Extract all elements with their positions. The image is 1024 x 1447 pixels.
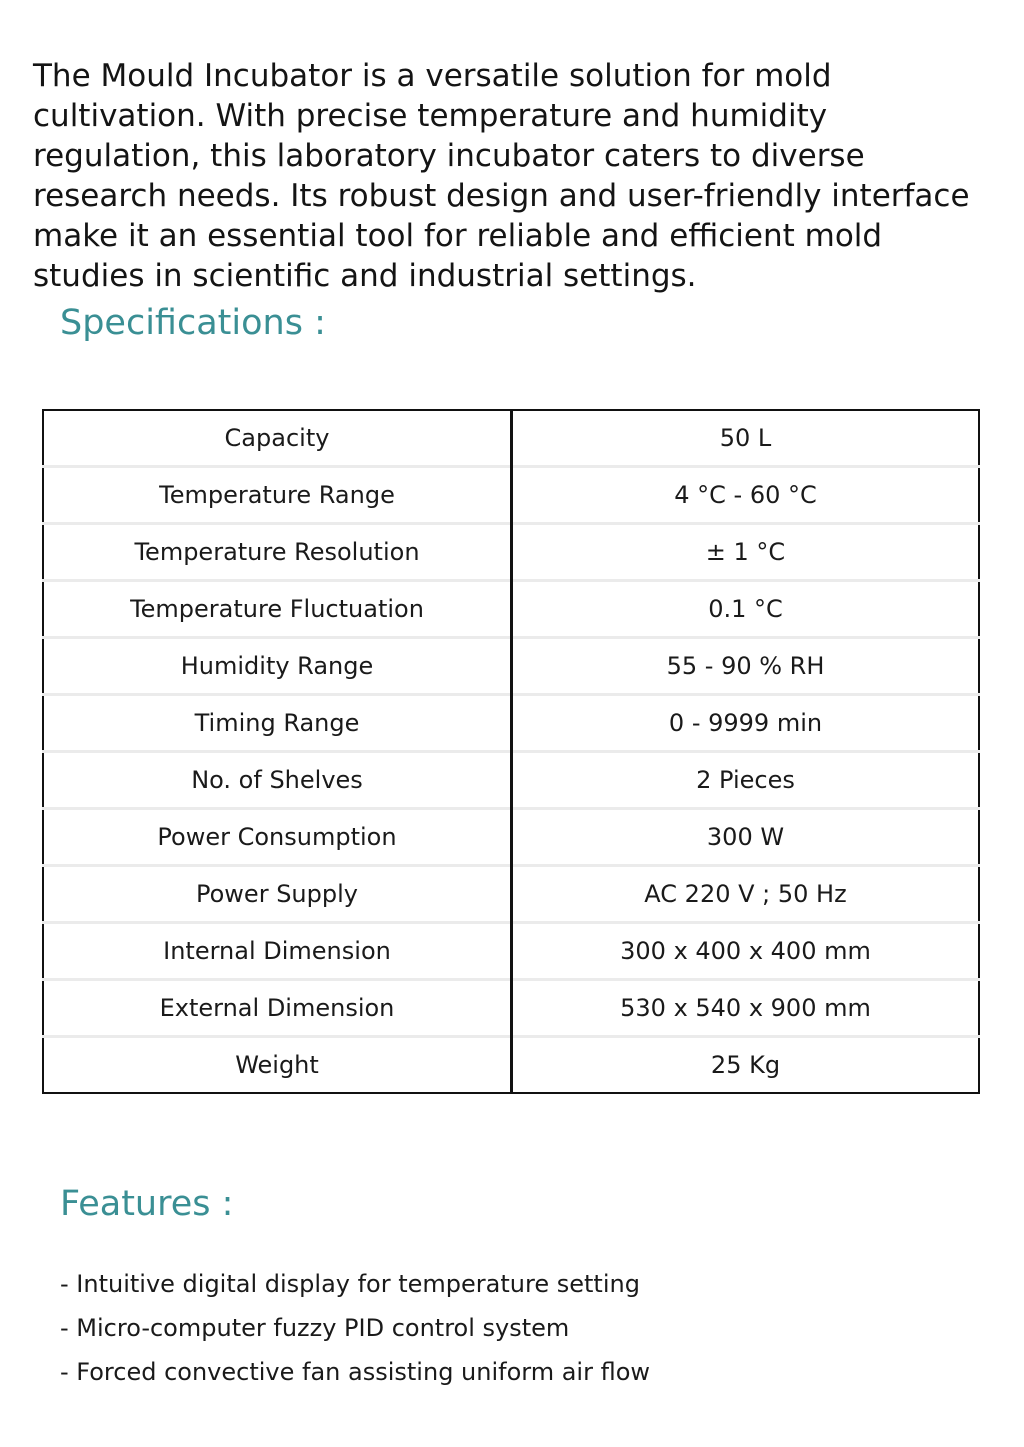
spec-label: Timing Range	[43, 695, 512, 752]
table-row	[43, 980, 979, 1037]
features-heading: Features :	[60, 1184, 234, 1224]
spec-value: AC 220 V ; 50 Hz	[512, 866, 980, 923]
spec-value: 300 x 400 x 400 mm	[512, 923, 980, 980]
list-item: - Forced convective fan assisting uniform air flow	[60, 1358, 651, 1386]
specifications-heading: Specifications :	[60, 303, 326, 343]
spec-value: ± 1 °C	[512, 524, 980, 581]
spec-label: Humidity Range	[43, 638, 512, 695]
spec-label: Weight	[43, 1037, 512, 1094]
spec-label: Temperature Resolution	[43, 524, 512, 581]
spec-value: 2 Pieces	[512, 752, 980, 809]
spec-value: 25 Kg	[512, 1037, 980, 1094]
spec-label: No. of Shelves	[43, 752, 512, 809]
table-row	[43, 524, 979, 581]
spec-label: Internal Dimension	[43, 923, 512, 980]
spec-value: 530 x 540 x 900 mm	[512, 980, 980, 1037]
table-row	[43, 809, 979, 866]
spec-label: Power Supply	[43, 866, 512, 923]
list-item: - Micro-computer fuzzy PID control system	[60, 1314, 570, 1342]
table-row	[43, 410, 979, 467]
spec-label: Power Consumption	[43, 809, 512, 866]
spec-value: 4 °C - 60 °C	[512, 467, 980, 524]
product-description: The Mould Incubator is a versatile solution for mold cultivation. With precise temperature and humidity regulation, this laboratory incubator caters to diverse research needs. Its robust design and user-friendly interface make it an essential tool for reliable and efficient mold studies in scientific and industrial settings.	[33, 58, 970, 294]
spec-label: Temperature Fluctuation	[43, 581, 512, 638]
table-row	[43, 581, 979, 638]
specifications-table	[42, 409, 980, 1094]
table-row	[43, 1037, 979, 1094]
spec-value: 55 - 90 % RH	[512, 638, 980, 695]
spec-value: 50 L	[719, 424, 772, 452]
table-row	[43, 923, 979, 980]
list-item: - Intuitive digital display for temperature setting	[60, 1270, 640, 1298]
spec-label: External Dimension	[43, 980, 512, 1037]
table-row	[43, 467, 979, 524]
spec-value: 300 W	[512, 809, 980, 866]
table-row	[43, 866, 979, 923]
spec-value: 0.1 °C	[512, 581, 980, 638]
table-row	[43, 638, 979, 695]
table-row	[43, 695, 979, 752]
spec-label: Capacity	[43, 410, 512, 467]
table-row	[43, 752, 979, 809]
spec-label: Temperature Range	[43, 467, 512, 524]
spec-value: 0 - 9999 min	[512, 695, 980, 752]
features-list	[60, 1262, 650, 1394]
